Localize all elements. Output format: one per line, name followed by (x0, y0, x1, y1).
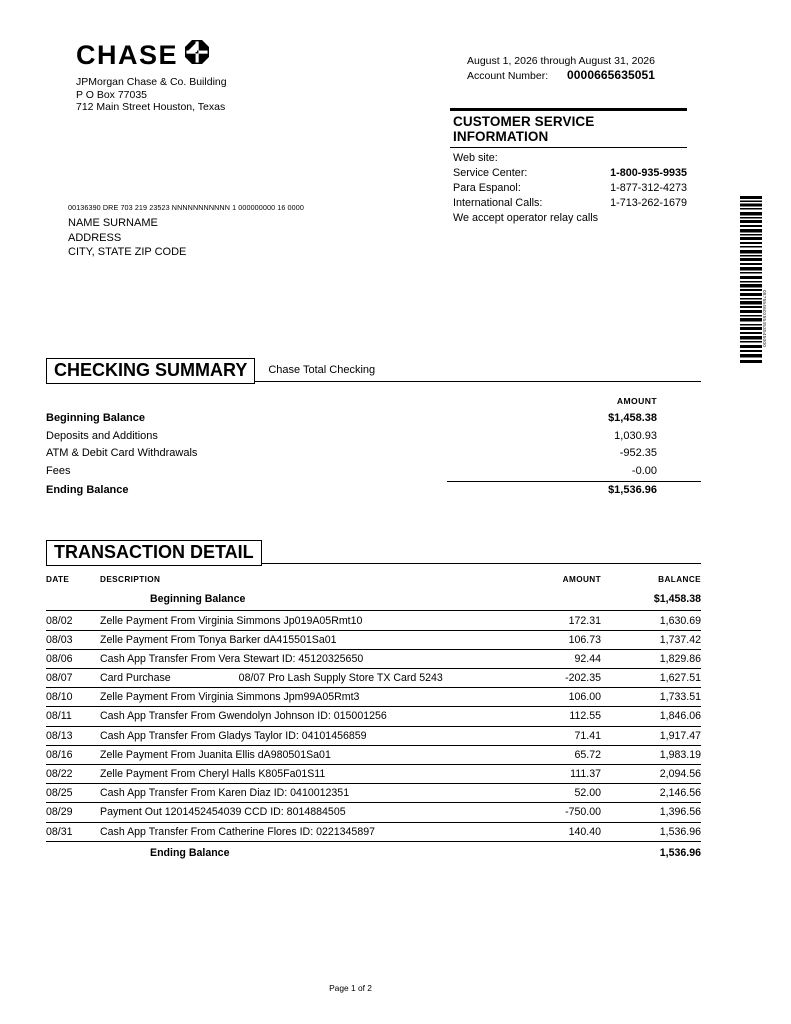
col-header-amount: AMOUNT (562, 575, 601, 585)
txn-amount: 65.72 (496, 745, 601, 764)
page-number: Page 1 of 2 (329, 983, 372, 993)
txn-amount: 112.55 (496, 707, 601, 726)
summary-label: Ending Balance (46, 483, 129, 496)
txn-date: 08/02 (46, 611, 100, 630)
summary-label: Deposits and Additions (46, 429, 158, 442)
account-number-value: 0000665635051 (567, 68, 656, 82)
beginning-balance-value: $1,458.38 (653, 593, 701, 606)
txn-date: 08/07 (46, 669, 100, 688)
statement-barcode (740, 196, 762, 371)
table-row[interactable] (46, 822, 701, 841)
service-center-phone[interactable]: 1-800-935-9935 (610, 167, 687, 179)
txn-description: Card Purchase (100, 672, 171, 685)
txn-amount: 140.40 (496, 822, 601, 841)
website-label: Web site: (453, 152, 498, 164)
customer-service-row (453, 196, 687, 211)
barcode-number: 08755460255453545000 (762, 290, 767, 348)
table-row[interactable] (46, 784, 701, 803)
txn-balance: 1,917.47 (601, 726, 701, 745)
txn-amount: 92.44 (496, 649, 601, 668)
txn-description: Zelle Payment From Virginia Simmons Jpm99A05Rmt3 (100, 688, 496, 707)
customer-service-title: CUSTOMER SERVICE INFORMATION (450, 108, 687, 148)
txn-date: 08/13 (46, 726, 100, 745)
txn-balance: 1,536.96 (601, 822, 701, 841)
summary-row-deposits (46, 427, 701, 445)
recipient-address-block (68, 203, 428, 260)
txn-amount: -750.00 (496, 803, 601, 822)
summary-amount: -952.35 (619, 447, 657, 460)
beginning-balance-amount (496, 588, 601, 611)
checking-summary-rule (255, 358, 701, 384)
chase-octagon-icon (185, 40, 209, 69)
txn-description: Zelle Payment From Juanita Ellis dA980501Sa01 (100, 745, 496, 764)
recipient-lines (68, 216, 428, 260)
txn-description: Zelle Payment From Tonya Barker dA415501Sa01 (100, 630, 496, 649)
txn-balance: 1,627.51 (601, 669, 701, 688)
summary-label: ATM & Debit Card Withdrawals (46, 447, 198, 460)
transaction-detail-title: TRANSACTION DETAIL (46, 540, 262, 566)
recipient-name: NAME SURNAME (68, 217, 158, 229)
txn-description: Cash App Transfer From Catherine Flores ID: 0221345897 (100, 822, 496, 841)
summary-amount: -0.00 (447, 463, 701, 481)
txn-balance: 2,094.56 (601, 764, 701, 783)
txn-date: 08/16 (46, 745, 100, 764)
checking-summary-header (46, 358, 701, 384)
bank-address-line-1: JPMorgan Chase & Co. Building (76, 76, 227, 88)
bank-address-line-3: 712 Main Street Houston, Texas (76, 101, 226, 114)
txn-balance: 1,829.86 (601, 649, 701, 668)
txn-balance: 2,146.56 (601, 784, 701, 803)
txn-description: Zelle Payment From Virginia Simmons Jp019A05Rmt10 (100, 611, 496, 630)
checking-summary-amount-header: AMOUNT (616, 396, 657, 407)
customer-service-section (450, 108, 687, 226)
col-header-balance: BALANCE (658, 575, 701, 585)
transaction-detail-header (46, 540, 701, 566)
transaction-detail-section (46, 540, 701, 864)
txn-date: 08/29 (46, 803, 100, 822)
txn-date: 08/31 (46, 822, 100, 841)
txn-date: 08/03 (46, 630, 100, 649)
bank-address (76, 76, 396, 114)
checking-summary-table (46, 409, 701, 499)
account-number-row (467, 69, 712, 83)
transaction-detail-rule (262, 540, 701, 566)
summary-amount: $1,536.96 (608, 483, 657, 496)
txn-amount: 106.00 (496, 688, 601, 707)
para-espanol-phone[interactable]: 1-877-312-4273 (610, 182, 687, 194)
summary-label: Beginning Balance (46, 411, 146, 424)
txn-description: Cash App Transfer From Vera Stewart ID: 45120325650 (100, 649, 496, 668)
table-row[interactable] (46, 649, 701, 668)
transaction-row-ending-balance (46, 841, 701, 864)
col-header-description: DESCRIPTION (100, 575, 161, 585)
table-row[interactable] (46, 745, 701, 764)
ending-balance-amount (496, 841, 601, 864)
txn-balance: 1,630.69 (601, 611, 701, 630)
beginning-balance-label: Beginning Balance (150, 593, 246, 606)
txn-description: Cash App Transfer From Karen Diaz ID: 0410012351 (100, 784, 496, 803)
summary-row-fees (46, 463, 701, 481)
recipient-address: ADDRESS (68, 231, 122, 244)
service-center-label: Service Center: (453, 167, 528, 179)
customer-service-row (453, 151, 687, 166)
table-row[interactable] (46, 630, 701, 649)
international-calls-phone[interactable]: 1-713-262-1679 (610, 197, 687, 209)
txn-date: 08/22 (46, 764, 100, 783)
txn-description: Cash App Transfer From Gladys Taylor ID: 04101456859 (100, 726, 496, 745)
customer-service-row (453, 181, 687, 196)
txn-balance: 1,737.42 (601, 630, 701, 649)
ending-balance-value: 1,536.96 (659, 846, 701, 859)
international-calls-label: International Calls: (453, 197, 543, 209)
txn-balance: 1,733.51 (601, 688, 701, 707)
summary-amount: $1,458.38 (608, 411, 657, 424)
para-espanol-label: Para Espanol: (453, 182, 521, 194)
table-row[interactable] (46, 611, 701, 630)
summary-amount: 1,030.93 (614, 429, 657, 442)
txn-description: Payment Out 1201452454039 CCD ID: 8014884505 (100, 803, 496, 822)
transaction-table (46, 575, 701, 863)
ending-balance-label: Ending Balance (150, 846, 230, 859)
checking-summary-title: CHECKING SUMMARY (46, 358, 255, 384)
bank-address-line-2: P O Box 77035 (76, 88, 148, 101)
chase-wordmark: CHASE (76, 39, 179, 70)
txn-date: 08/11 (46, 707, 100, 726)
table-row[interactable] (46, 707, 701, 726)
txn-description-detail: 08/07 Pro Lash Supply Store TX Card 5243 (238, 672, 443, 685)
txn-amount: 106.73 (496, 630, 601, 649)
chase-logo (76, 41, 396, 69)
txn-balance: 1,396.56 (601, 803, 701, 822)
txn-description: Cash App Transfer From Gwendolyn Johnson ID: 015001256 (100, 707, 496, 726)
checking-product-name: Chase Total Checking (268, 364, 376, 376)
table-row[interactable] (46, 764, 701, 783)
summary-row-withdrawals (46, 445, 701, 463)
transaction-row-beginning-balance (46, 588, 701, 611)
txn-amount: 111.37 (496, 764, 601, 783)
summary-label: Fees (46, 465, 71, 478)
table-row[interactable] (46, 726, 701, 745)
statement-period-block (467, 55, 712, 83)
ending-balance-date (46, 841, 100, 864)
table-row[interactable] (46, 688, 701, 707)
txn-balance: 1,846.06 (601, 707, 701, 726)
checking-summary-section (46, 358, 701, 499)
statement-period-row (467, 55, 712, 68)
customer-service-rows (450, 151, 687, 211)
txn-amount: 172.31 (496, 611, 601, 630)
relay-calls-note: We accept operator relay calls (453, 212, 599, 224)
customer-service-row (453, 166, 687, 181)
table-row[interactable] (46, 669, 701, 688)
txn-date: 08/10 (46, 688, 100, 707)
txn-date: 08/25 (46, 784, 100, 803)
table-row[interactable] (46, 803, 701, 822)
account-number-label: Account Number: (467, 70, 549, 82)
beginning-balance-date (46, 588, 100, 611)
page-footer (0, 983, 791, 993)
statement-period: August 1, 2026 through August 31, 2026 (467, 55, 655, 67)
txn-description: Zelle Payment From Cheryl Halls K805Fa01S11 (100, 764, 496, 783)
txn-balance: 1,983.19 (601, 745, 701, 764)
bank-identity (76, 41, 396, 114)
transaction-table-header-row (46, 575, 701, 588)
recipient-city-state-zip: CITY, STATE ZIP CODE (68, 246, 187, 258)
summary-row-ending-balance (46, 481, 701, 499)
txn-amount: 52.00 (496, 784, 601, 803)
txn-amount: -202.35 (496, 669, 601, 688)
txn-description-composite (100, 669, 496, 688)
txn-amount: 71.41 (496, 726, 601, 745)
txn-date: 08/06 (46, 649, 100, 668)
mail-routing-code: 00136390 DRE 703 219 23523 NNNNNNNNNNN 1 000000000 16 0000 (68, 203, 304, 212)
summary-row-beginning-balance (46, 409, 701, 427)
col-header-date: DATE (46, 575, 70, 585)
